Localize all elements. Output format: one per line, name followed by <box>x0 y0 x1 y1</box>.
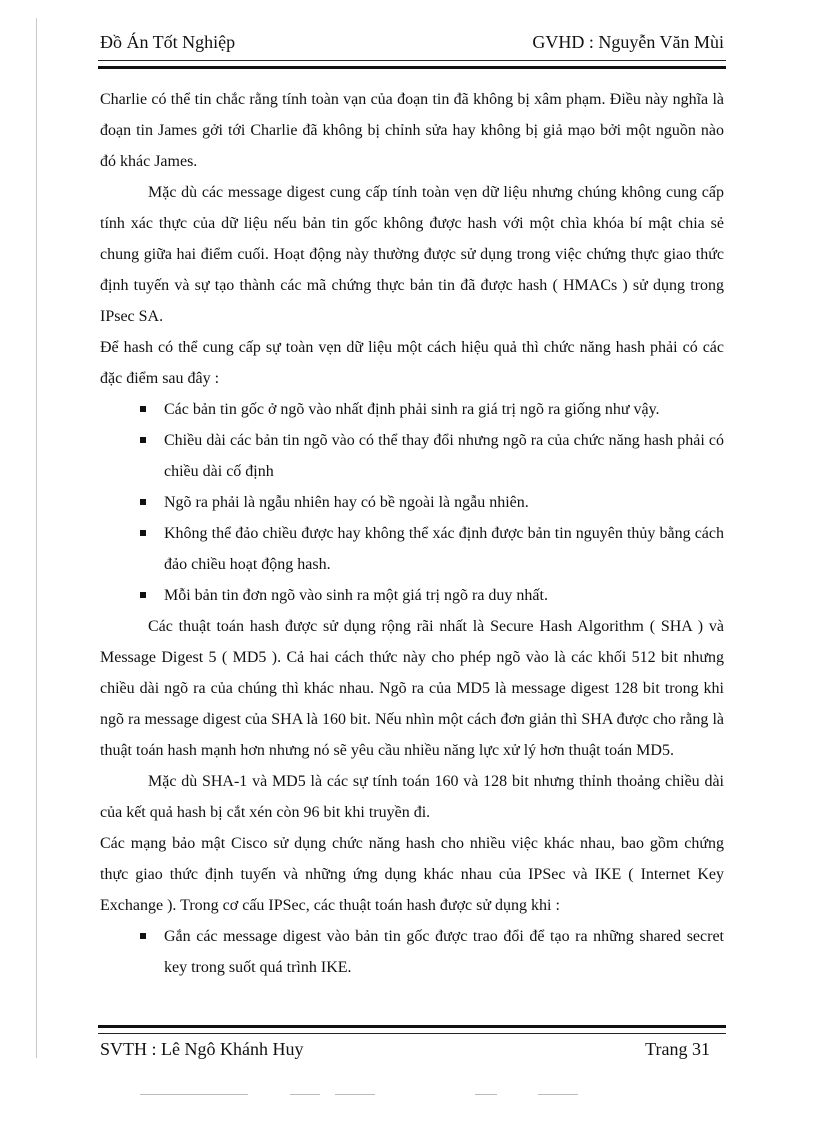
footer-rule <box>98 1025 726 1034</box>
page-edge-line <box>36 18 37 1058</box>
scan-mark <box>475 1094 497 1095</box>
hash-usage-list <box>100 921 724 983</box>
list-item: Chiều dài các bản tin ngõ vào có thể thay đổi nhưng ngõ ra của chức năng hash phải có chiều dài cố định <box>100 425 724 487</box>
scan-mark <box>538 1094 578 1095</box>
header-advisor: GVHD : Nguyễn Văn Mùi <box>532 32 724 52</box>
page-header <box>100 32 724 58</box>
hash-properties-list <box>100 394 724 611</box>
footer-student: SVTH : Lê Ngô Khánh Huy <box>100 1039 304 1059</box>
list-item: Không thể đảo chiều được hay không thể xác định được bản tin nguyên thủy bằng cách đảo chiều hoạt động hash. <box>100 518 724 580</box>
paragraph-2: Mặc dù các message digest cung cấp tính toàn vẹn dữ liệu nhưng chúng không cung cấp tính xác thực của dữ liệu nếu bản tin gốc không được hash với một chìa khóa bí mật chia sẻ chung giữa hai điểm cuối. Hoạt động này thường được sử dụng trong việc chứng thực giao thức định tuyến và sự tạo thành các mã chứng thực bản tin đã được hash ( HMACs ) sử dụng trong IPsec SA. <box>100 184 724 325</box>
header-title: Đồ Án Tốt Nghiệp <box>100 32 236 52</box>
list-item: Các bản tin gốc ở ngõ vào nhất định phải sinh ra giá trị ngõ ra giống như vậy. <box>100 394 724 425</box>
page-body <box>100 84 724 983</box>
scan-mark <box>290 1094 320 1095</box>
list-item: Mỗi bản tin đơn ngõ vào sinh ra một giá trị ngõ ra duy nhất. <box>100 580 724 611</box>
paragraph-3: Để hash có thể cung cấp sự toàn vẹn dữ liệu một cách hiệu quả thì chức năng hash phải có các đặc điểm sau đây : <box>100 339 724 387</box>
page-footer <box>100 1039 710 1063</box>
scan-mark <box>140 1094 248 1095</box>
paragraph-4: Các thuật toán hash được sử dụng rộng rãi nhất là Secure Hash Algorithm ( SHA ) và Message Digest 5 ( MD5 ). Cả hai cách thức này cho phép ngõ vào là các khối 512 bit nhưng chiều dài ngõ ra của chúng thì khác nhau. Ngõ ra của MD5 là message digest 128 bit trong khi ngõ ra message digest của SHA là 160 bit. Nếu nhìn một cách đơn giản thì SHA được cho rằng là thuật toán hash mạnh hơn nhưng nó sẽ yêu cầu nhiều năng lực xử lý hơn thuật toán MD5. <box>100 618 724 759</box>
paragraph-6: Các mạng bảo mật Cisco sử dụng chức năng hash cho nhiều việc khác nhau, bao gồm chứng thực giao thức định tuyến và những ứng dụng khác nhau của IPSec và IKE ( Internet Key Exchange ). Trong cơ cấu IPSec, các thuật toán hash được sử dụng khi : <box>100 835 724 914</box>
bullet-square-icon <box>140 933 146 939</box>
paragraph-5: Mặc dù SHA-1 và MD5 là các sự tính toán 160 và 128 bit nhưng thỉnh thoảng chiều dài của kết quả hash bị cắt xén còn 96 bit khi truyền đi. <box>100 773 724 821</box>
bullet-square-icon <box>140 499 146 505</box>
bullet-square-icon <box>140 592 146 598</box>
bullet-square-icon <box>140 530 146 536</box>
bullet-square-icon <box>140 437 146 443</box>
bullet-square-icon <box>140 406 146 412</box>
header-rule <box>98 60 726 69</box>
paragraph-1: Charlie có thể tin chắc rằng tính toàn vạn của đoạn tin đã không bị xâm phạm. Điều này nghĩa là đoạn tin James gởi tới Charlie đã không bị chỉnh sửa hay không bị giả mạo bởi một nguồn nào đó khác James. <box>100 91 724 170</box>
list-item: Ngõ ra phải là ngẫu nhiên hay có bề ngoài là ngẫu nhiên. <box>100 487 724 518</box>
footer-page-number: Trang 31 <box>645 1039 710 1059</box>
scan-mark <box>335 1094 375 1095</box>
list-item: Gắn các message digest vào bản tin gốc được trao đổi để tạo ra những shared secret key trong suốt quá trình IKE. <box>100 921 724 983</box>
scan-artifacts <box>140 1094 580 1096</box>
